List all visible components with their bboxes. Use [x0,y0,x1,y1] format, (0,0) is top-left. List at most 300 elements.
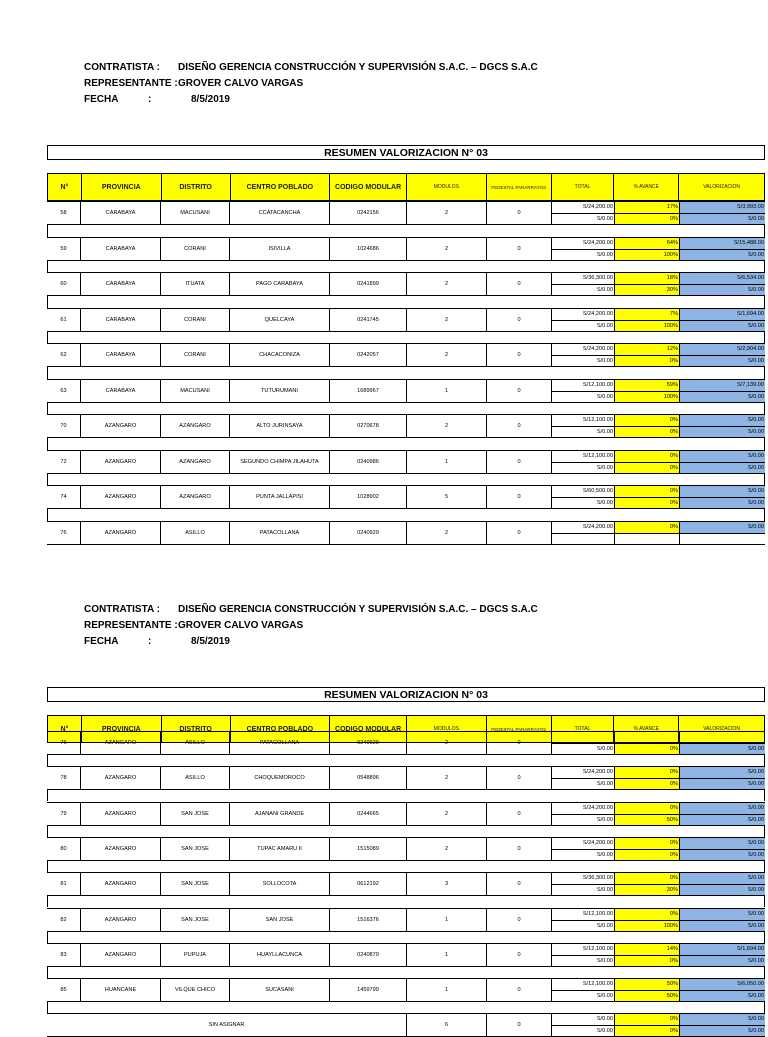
valorizacion-cell-line: S/0.00 [680,285,765,296]
valorizacion-cell-line: S/6,534.00 [680,273,765,285]
distrito-cell: CORANI [161,344,230,366]
table-row [47,272,765,296]
row-number: 80 [47,838,81,860]
valorizacion-cell-line: S/0.00 [680,956,765,967]
representante-value: GROVER CALVO VARGAS [178,620,304,631]
avance-cell [615,732,680,754]
valorizacion-cell [680,273,765,295]
col-avance-header: % AVANCE [614,716,679,742]
table-row [47,414,765,438]
avance-cell [615,1014,680,1036]
col-total-header: TOTAL [552,174,615,200]
representante-label: REPRESENTANTE : [84,78,178,89]
pedestal-cell: 0 [487,944,552,966]
total-cell [552,486,615,508]
col-number-header: N° [48,174,82,200]
row-number: 76 [47,522,81,544]
row-number: 63 [47,380,81,402]
total-cell-line: S/0.00 [596,886,613,893]
total-cell [552,273,615,295]
avance-cell-line: 50% [615,991,679,1002]
avance-cell-line: 0% [615,803,679,815]
valorizacion-cell-line: S/1,694.00 [680,309,765,321]
col-modulos-header: MODULOS [407,174,487,200]
provincia-cell: AZANGARO [81,873,161,895]
modulos-cell: 2 [407,767,487,789]
valorizacion-cell-line: S/0.00 [680,779,765,790]
distrito-cell: ITUATA [161,273,230,295]
distrito-cell: VILQUE CHICO [161,979,230,1001]
valorizacion-cell-line: S/0.00 [680,498,765,509]
provincia-cell: CARABAYA [81,273,161,295]
valorizacion-cell [680,1014,765,1036]
avance-cell-line: 0% [615,451,679,463]
table-header [47,173,765,201]
representante-label: REPRESENTANTE : [84,620,178,631]
distrito-cell: SAN JOSE [161,909,230,931]
total-cell-line: S/12,100.00 [552,979,614,991]
valorizacion-cell-line: S/0.00 [680,873,765,885]
modulos-cell: 2 [407,238,487,260]
valorizacion-cell-line: S/0.00 [680,838,765,850]
total-cell [552,1014,615,1036]
total-cell [552,522,615,544]
pedestal-cell: 0 [487,309,552,331]
table-row [47,379,765,403]
contratista-value: DISEÑO GERENCIA CONSTRUCCIÓN Y SUPERVISIÓN S.A.C. – DGCS S.A.C [178,604,538,615]
modulos-cell: 2 [407,202,487,224]
distrito-cell: ASILLO [161,732,230,754]
col-number-header: N° [48,716,82,742]
modulos-cell: 1 [407,909,487,931]
row-spacer [47,861,765,872]
avance-cell-line: 0% [615,779,679,790]
valorizacion-cell-line: S/2,904.00 [680,344,765,356]
modulos-cell: 2 [407,838,487,860]
row-number: 82 [47,909,81,931]
avance-cell [615,803,680,825]
valorizacion-cell-line: S/0.00 [680,321,765,332]
avance-cell-line: 100% [615,392,679,403]
sin-asignar-row [47,1013,765,1037]
pedestal-cell: 0 [487,803,552,825]
avance-cell [615,344,680,366]
distrito-cell: MACUSANI [161,202,230,224]
total-cell-line: S/0.00 [596,464,613,471]
avance-cell [615,767,680,789]
col-valorizacion-header: VALORIZACION [703,184,741,190]
total-cell-line: S/0.00 [596,816,613,823]
avance-cell-line: 0% [615,850,679,861]
total-cell [552,944,615,966]
avance-cell-line: 0% [615,356,679,367]
page-2 [0,544,768,1034]
total-cell-line [552,534,614,545]
avance-cell [615,486,680,508]
col-pedestal-header: PEDESTAL PARARRAYOS [487,716,552,742]
codigo-modular-cell: 1459799 [330,979,407,1001]
total-cell-line: S/0.00 [596,322,613,329]
codigo-modular-cell: 1689967 [330,380,407,402]
total-cell-line: S/24,200.00 [552,309,614,321]
row-spacer [47,367,765,379]
codigo-modular-cell: 0240929 [330,732,407,754]
avance-cell [615,415,680,437]
total-cell [552,451,615,473]
avance-cell-line: 0% [615,498,679,509]
distrito-cell: MACUSANI [161,380,230,402]
total-cell-line: S/12,100.00 [552,415,614,427]
avance-cell [615,273,680,295]
valorizacion-cell [680,873,765,895]
total-cell [552,803,615,825]
avance-cell-line: 0% [615,1014,679,1026]
total-cell [552,732,615,754]
total-cell-line: S/0.00 [596,957,613,964]
avance-cell-line: 0% [615,838,679,850]
centro-poblado-cell: QUELCAYA [230,309,330,331]
codigo-modular-cell: 0244665 [330,803,407,825]
avance-cell-line: 0% [615,909,679,921]
total-cell-line: S/0.00 [596,745,613,752]
centro-poblado-cell: SUCASANI [230,979,330,1001]
centro-poblado-cell: PUNTA JALLAPISI [230,486,330,508]
codigo-modular-cell: 0548896 [330,767,407,789]
modulos-cell: 5 [407,486,487,508]
table-row [47,837,765,861]
avance-cell-line [615,732,679,744]
avance-cell-line: 59% [615,380,679,392]
avance-cell [615,202,680,224]
avance-cell-line: 100% [615,921,679,932]
total-cell-line: S/36,300.00 [552,273,614,285]
total-cell-line: S/0.00 [596,922,613,929]
centro-poblado-cell: CCATACANCHA [230,202,330,224]
codigo-modular-cell: 0241899 [330,273,407,295]
valorizacion-cell-line: S/0.00 [680,885,765,896]
col-codigo-modular-header: CODIGO MODULAR [330,716,407,742]
centro-poblado-cell: ISIVILLA [230,238,330,260]
codigo-modular-cell: 0240986 [330,451,407,473]
row-number: 85 [47,979,81,1001]
pedestal-cell: 0 [487,522,552,544]
valorizacion-cell-line: S/0.00 [680,214,765,225]
valorizacion-cell [680,309,765,331]
centro-poblado-cell: CHOQUEMOROCO [230,767,330,789]
total-cell-line: S/12,100.00 [552,944,614,956]
total-cell [552,909,615,931]
valorizacion-cell-line: S/0.00 [680,921,765,932]
row-spacer [47,755,765,766]
valorizacion-cell [680,979,765,1001]
valorizacion-cell [680,202,765,224]
avance-cell-line: 18% [615,273,679,285]
table-row [47,343,765,367]
centro-poblado-cell: HUAYLLACUNCA [230,944,330,966]
valorizacion-cell-line: S/15,488.00 [680,238,765,250]
valorizacion-cell-line: S/0.00 [680,356,765,367]
row-spacer [47,438,765,450]
avance-cell-line: 100% [615,321,679,332]
total-cell-line: S/0.00 [596,357,613,364]
pedestal-cell: 0 [487,767,552,789]
table-row [47,485,765,509]
pedestal-cell: 0 [487,451,552,473]
codigo-modular-cell: 0242156 [330,202,407,224]
avance-cell-line: 12% [615,344,679,356]
codigo-modular-cell: 0612192 [330,873,407,895]
modulos-cell: 2 [407,415,487,437]
modulos-cell: 1 [407,944,487,966]
table-row [47,943,765,967]
col-total-header: TOTAL [552,716,615,742]
total-cell-line: S/24,200.00 [552,803,614,815]
col-centro-poblado-header: CENTRO POBLADO [231,716,331,742]
valorizacion-cell [680,486,765,508]
avance-cell-line: 100% [615,250,679,261]
pedestal-cell: 0 [487,732,552,754]
row-spacer [47,1002,765,1013]
avance-cell-line: 30% [615,885,679,896]
valorizacion-cell [680,415,765,437]
centro-poblado-cell: TUTURUMANI [230,380,330,402]
valorizacion-cell [680,732,765,754]
col-provincia-header: PROVINCIA [82,174,162,200]
row-spacer [47,896,765,907]
total-cell-line: S/12,100.00 [552,909,614,921]
total-cell-line: S/0.00 [596,851,613,858]
row-number: 62 [47,344,81,366]
valorizacion-cell-line: S/0.00 [680,1026,765,1037]
contratista-label: CONTRATISTA : [84,62,160,73]
codigo-modular-cell: 1024686 [330,238,407,260]
total-cell-line: S/0.00 [596,393,613,400]
total-cell [552,380,615,402]
provincia-cell: AZANGARO [81,732,161,754]
row-number: 78 [47,767,81,789]
table-row [47,978,765,1002]
codigo-modular-cell: 0241745 [330,309,407,331]
total-cell-line: S/0.00 [552,1014,614,1026]
avance-cell [615,451,680,473]
distrito-cell: CORANI [161,309,230,331]
avance-cell [615,238,680,260]
valorizacion-cell-line: S/0.00 [680,767,765,779]
avance-cell-line: 64% [615,238,679,250]
pedestal-cell: 0 [487,838,552,860]
pedestal-cell: 0 [487,202,552,224]
total-cell-line: S/12,100.00 [552,451,614,463]
valorizacion-cell [680,451,765,473]
provincia-cell: HUANCANE [81,979,161,1001]
valorizacion-cell-line: S/0.00 [680,250,765,261]
total-cell-line: S/24,200.00 [552,767,614,779]
row-number: 59 [47,238,81,260]
codigo-modular-cell: 1516376 [330,909,407,931]
distrito-cell: SAN JOSE [161,803,230,825]
total-cell-line: S/24,200.00 [552,838,614,850]
total-cell-line: S/60,500.00 [552,486,614,498]
avance-cell [615,522,680,544]
valorizacion-cell-line [680,732,765,744]
contratista-label: CONTRATISTA : [84,604,160,615]
col-distrito-header: DISTRITO [162,174,231,200]
distrito-cell: SAN JOSE [161,838,230,860]
row-number: 74 [47,486,81,508]
valorizacion-cell-line: S/0.00 [680,486,765,498]
provincia-cell: AZANGARO [81,451,161,473]
table-row [47,731,765,755]
col-pedestal-header: PEDESTAL PARARRAYOS [487,174,552,200]
table-row [47,237,765,261]
avance-cell-line: 0% [615,1026,679,1037]
pedestal-cell: 0 [487,486,552,508]
fecha-label: FECHA [84,636,119,647]
row-spacer [47,826,765,837]
valorizacion-cell [680,803,765,825]
table-row [47,872,765,896]
provincia-cell: AZANGARO [81,803,161,825]
valorizacion-cell [680,767,765,789]
codigo-modular-cell: 0270678 [330,415,407,437]
total-cell-line: S/0.00 [596,499,613,506]
codigo-modular-cell: 0242057 [330,344,407,366]
pedestal-cell: 0 [487,273,552,295]
avance-cell-line: 30% [615,285,679,296]
avance-cell-line: 0% [615,956,679,967]
avance-cell-line: 50% [615,979,679,991]
modulos-cell: 6 [407,1014,487,1036]
row-number: 60 [47,273,81,295]
centro-poblado-cell: TUPAC AMARU II [230,838,330,860]
provincia-cell: AZANGARO [81,944,161,966]
total-cell [552,238,615,260]
modulos-cell: 1 [407,979,487,1001]
total-cell-line [552,732,614,744]
provincia-cell: AZANGARO [81,522,161,544]
total-cell-line: S/24,200.00 [552,344,614,356]
codigo-modular-cell: 1028902 [330,486,407,508]
distrito-cell: AZANGARO [161,451,230,473]
distrito-cell: AZANGARO [161,486,230,508]
row-number: 72 [47,451,81,473]
avance-cell [615,873,680,895]
total-cell-line: S/0.00 [596,1027,613,1034]
avance-cell-line: 0% [615,522,679,534]
valorizacion-cell-line: S/7,139.00 [680,380,765,392]
table-row [47,201,765,225]
document-header [84,60,538,108]
row-number: 81 [47,873,81,895]
modulos-cell: 2 [407,344,487,366]
avance-cell-line: 0% [615,463,679,474]
col-codigo-modular-header: CODIGO MODULAR [330,174,407,200]
provincia-cell: AZANGARO [81,838,161,860]
modulos-cell: 2 [407,273,487,295]
total-cell [552,979,615,1001]
row-spacer [47,932,765,943]
row-spacer [47,790,765,801]
valorizacion-cell [680,522,765,544]
valorizacion-cell [680,838,765,860]
codigo-modular-cell: 1515089 [330,838,407,860]
col-distrito-header: DISTRITO [162,716,231,742]
col-modulos-header: MODULOS [407,716,487,742]
row-number: 79 [47,803,81,825]
valorizacion-cell-line: S/3,993.00 [680,202,765,214]
col-centro-poblado-header: CENTRO POBLADO [231,174,331,200]
provincia-cell: CARABAYA [81,344,161,366]
avance-cell-line: 7% [615,309,679,321]
valorizacion-cell-line: S/0.00 [680,522,765,534]
total-cell-line: S/24,200.00 [552,522,614,534]
valorizacion-cell-line: S/0.00 [680,463,765,474]
centro-poblado-cell: SEGUNDO CHIMPA JILAHUTA [230,451,330,473]
total-cell [552,415,615,437]
total-cell-line: S/24,200.00 [552,202,614,214]
valorizacion-cell-line: S/0.00 [680,815,765,826]
avance-cell [615,944,680,966]
valorizacion-cell-line: S/0.00 [680,427,765,438]
centro-poblado-cell: ALTO JURINSAYA [230,415,330,437]
pedestal-cell: 0 [487,344,552,366]
valorizacion-cell [680,344,765,366]
valorizacion-cell [680,909,765,931]
total-cell [552,309,615,331]
modulos-cell: 2 [407,309,487,331]
col-provincia-header: PROVINCIA [82,716,162,742]
total-cell [552,873,615,895]
pedestal-cell: 0 [487,238,552,260]
avance-cell-line: 50% [615,815,679,826]
valorizacion-cell-line [680,534,765,545]
table-row [47,308,765,332]
centro-poblado-cell: PATACOLLANA [230,732,330,754]
provincia-cell: CARABAYA [81,238,161,260]
valorizacion-cell-line: S/1,694.00 [680,944,765,956]
avance-cell [615,909,680,931]
distrito-cell: ASILLO [161,522,230,544]
sin-asignar-label: SIN ASIGNAR [47,1014,407,1036]
total-cell [552,767,615,789]
pedestal-cell: 0 [487,979,552,1001]
row-spacer [47,967,765,978]
valorizacion-cell-line: S/6,050.00 [680,979,765,991]
centro-poblado-cell: CHACACONIZA [230,344,330,366]
centro-poblado-cell: AJANANI GRANDE [230,803,330,825]
total-cell-line: S/36,300.00 [552,873,614,885]
total-cell-line: S/0.00 [596,251,613,258]
valorizacion-cell-line: S/0.00 [680,415,765,427]
table-row [47,908,765,932]
modulos-cell: 1 [407,451,487,473]
fecha-value: 8/5/2019 [191,636,230,647]
avance-cell-line: 17% [615,202,679,214]
modulos-cell: 2 [407,522,487,544]
codigo-modular-cell: 0240929 [330,522,407,544]
total-cell-line: S/0.00 [596,780,613,787]
avance-cell [615,380,680,402]
avance-cell-line: 0% [615,744,679,755]
distrito-cell: AZANGARO [161,415,230,437]
table-row [47,802,765,826]
pedestal-cell: 0 [487,909,552,931]
row-number: 61 [47,309,81,331]
avance-cell-line: 0% [615,873,679,885]
provincia-cell: AZANGARO [81,909,161,931]
valorizacion-cell-line: S/0.00 [680,392,765,403]
total-cell [552,344,615,366]
